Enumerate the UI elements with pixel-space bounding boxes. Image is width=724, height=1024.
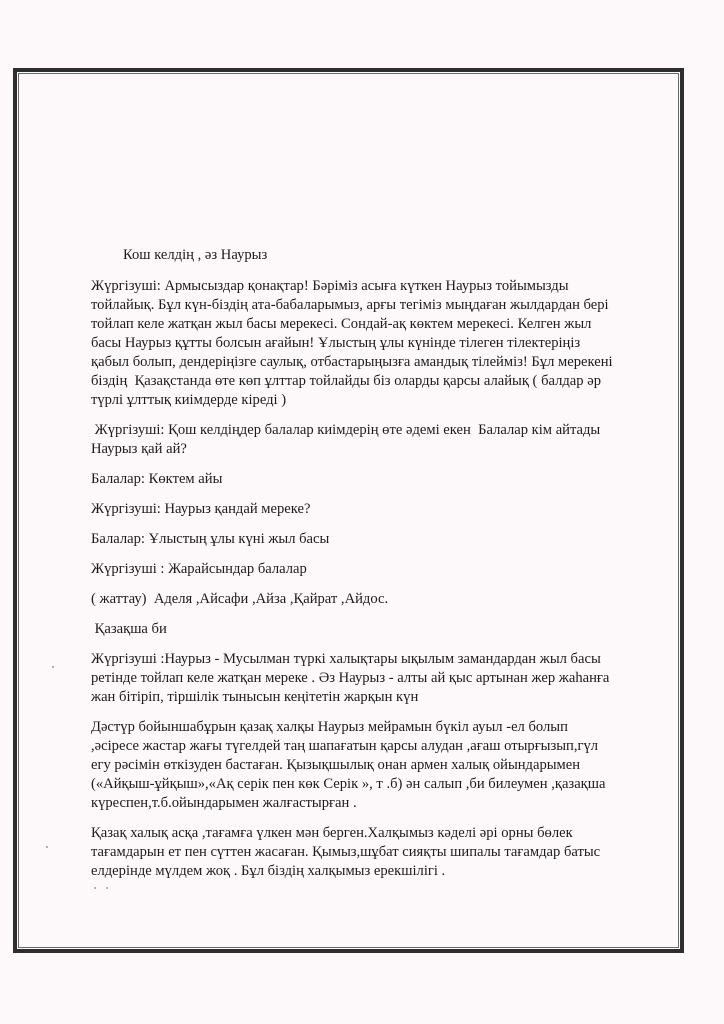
text-line: тағамдарын ет пен сүттен жасаған. Қымыз,шұбат сияқты шипалы тағамдар батыс: [91, 844, 601, 860]
paragraph: [91, 620, 681, 639]
text-line: егу рәсімін өткізуден бастаған. Қызықшылық онан армен халық ойындарымен: [91, 757, 581, 773]
text-line: Наурыз қай ай?: [91, 441, 187, 457]
paragraph: [91, 500, 681, 519]
paragraph: [91, 590, 681, 609]
text-line: жан бітіріп, тіршілік тынысын кеңітетін жарқын күн: [91, 689, 419, 705]
text-line: Жүргізуші: Қош келдіңдер балалар киімдерің өте әдемі екен Балалар кім айтады: [91, 422, 601, 438]
paragraph: [91, 560, 681, 579]
text-line: Қазақша би: [91, 621, 167, 637]
paragraph: [91, 530, 681, 549]
text-line: Дәстүр бойыншабұрын қазақ халқы Наурыз мейрамын бүкіл ауыл -ел болып: [91, 719, 568, 735]
scan-speck: [46, 846, 48, 848]
text-line: Қазақ халық асқа ,тағамға үлкен мән берген.Халқымыз кәделі әрі орны бөлек: [91, 825, 573, 841]
text-line: елдерінде мүлдем жоқ . Бұл біздің халқымыз ерекшілігі .: [91, 863, 446, 879]
paragraph: [91, 470, 681, 489]
text-line: Жүргізуші : Жарайсындар балалар: [91, 561, 307, 577]
paragraph: [91, 650, 681, 707]
document-title: Кош келдің , әз Наурыз: [123, 247, 268, 263]
text-line: күреспен,т.б.ойындарымен жалғастырған .: [91, 795, 357, 811]
paragraph: [91, 718, 681, 813]
text-line: басы Наурыз құтты болсын ағайын! Ұлыстың ұлы күнінде тілеген тілектеріңіз: [91, 335, 581, 351]
paragraph: [91, 421, 681, 459]
text-line: түрлі ұлттық киімдерде кіреді ): [91, 392, 287, 408]
text-line: ,әсіресе жастар жағы түгелдей таң шапағатын қарсы алудан ,ағаш отырғызып,гүл: [91, 738, 599, 754]
text-line: Жүргізуші: Наурыз қандай мереке?: [91, 501, 311, 517]
text-line: қабыл болып, дендеріңізге саулық, отбастарыңызға амандық тілейміз! Бұл мерекені: [91, 354, 613, 370]
text-line: тойлап келе жатқан жыл басы мерекесі. Сондай-ақ көктем мерекесі. Келген жыл: [91, 316, 592, 332]
text-line: («Айқыш-ұйқыш»,«Ақ серік пен көк Серік », т .б) ән салып ,би билеумен ,қазақша: [91, 776, 606, 792]
scan-speck: [52, 666, 54, 668]
text-line: Балалар: Ұлыстың ұлы күні жыл басы: [91, 531, 330, 547]
text-line: біздің Қазақстанда өте көп ұлттар тойлайды біз оларды қарсы алайық ( балдар әр: [91, 373, 602, 389]
document-body: [91, 246, 681, 892]
text-line: Жүргізуші: Армысыздар қонақтар! Бәріміз асыға күткен Наурыз тойымызды: [91, 278, 569, 294]
text-line: тойлайық. Бұл күн-біздің ата-бабаларымыз, арғы тегіміз мыңдаған жылдардан бері: [91, 297, 609, 313]
paragraph: [91, 277, 681, 410]
text-line: ( жаттау) Аделя ,Айсафи ,Айза ,Қайрат ,Айдос.: [91, 591, 389, 607]
paragraph: [91, 824, 681, 881]
text-line: ретінде тойлап келе жатқан мереке . Әз Наурыз - алты ай қыс артынан жер жаһанға: [91, 670, 610, 686]
paragraph-list: [91, 277, 681, 881]
text-line: Балалар: Көктем айы: [91, 471, 223, 487]
text-line: Жүргізуші :Наурыз - Мусылман түркі халықтары ықылым замандардан жыл басы: [91, 651, 601, 667]
